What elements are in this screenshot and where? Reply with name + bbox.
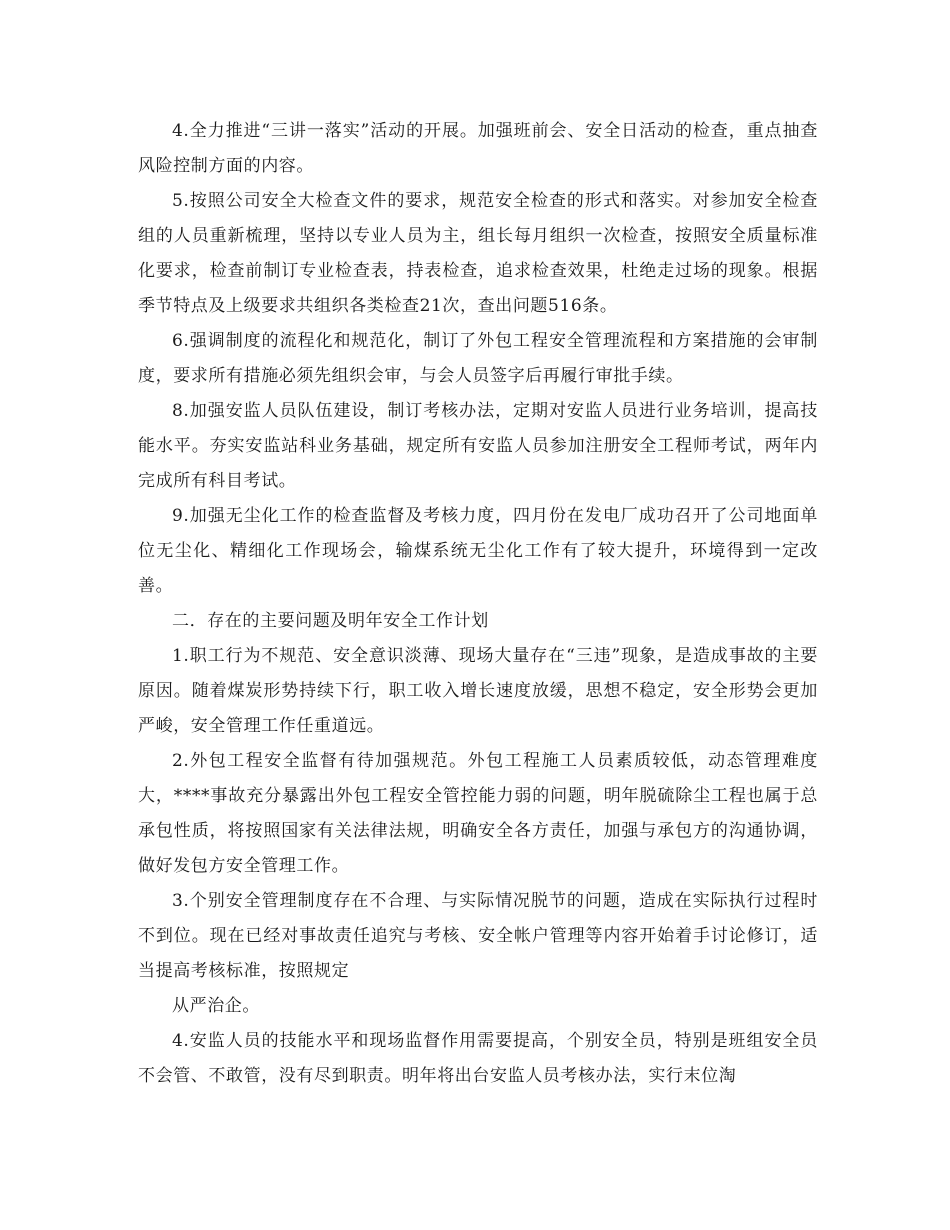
paragraph-item-8: 8.加强安监人员队伍建设，制订考核办法，定期对安监人员进行业务培训，提高技能水平。夯实安监站科业务基础，规定所有安监人员参加注册安全工程师考试，两年内完成所有科目考试。 xyxy=(138,401,818,491)
section-heading: 二．存在的主要问题及明年安全工作计划 xyxy=(172,611,489,631)
document-body xyxy=(138,114,818,1094)
problem-item-2: 2.外包工程安全监督有待加强规范。外包工程施工人员素质较低，动态管理难度大，****事故充分暴露出外包工程安全管控能力弱的问题，明年脱硫除尘工程也属于总承包性质，将按照国家有关法律法规，明确安全各方责任，加强与承包方的沟通协调，做好发包方安全管理工作。 xyxy=(138,751,818,876)
problem-item-3: 3.个别安全管理制度存在不合理、与实际情况脱节的问题，造成在实际执行过程时不到位。现在已经对事故责任追究与考核、安全帐户管理等内容开始着手讨论修订，适当提高考核标准，按照规定 xyxy=(138,891,818,981)
problem-item-3-continuation: 从严治企。 xyxy=(172,996,260,1016)
paragraph-item-6: 6.强调制度的流程化和规范化，制订了外包工程安全管理流程和方案措施的会审制度，要求所有措施必须先组织会审，与会人员签字后再履行审批手续。 xyxy=(138,331,818,386)
paragraph-item-4: 4.全力推进“三讲一落实”活动的开展。加强班前会、安全日活动的检查，重点抽查风险控制方面的内容。 xyxy=(138,121,818,176)
problem-item-4: 4.安监人员的技能水平和现场监督作用需要提高，个别安全员，特别是班组安全员不会管、不敢管，没有尽到职责。明年将出台安监人员考核办法，实行末位淘 xyxy=(138,1031,818,1086)
problem-item-1: 1.职工行为不规范、安全意识淡薄、现场大量存在“三违”现象，是造成事故的主要原因。随着煤炭形势持续下行，职工收入增长速度放缓，思想不稳定，安全形势会更加严峻，安全管理工作任重道远。 xyxy=(138,646,818,736)
paragraph-item-9: 9.加强无尘化工作的检查监督及考核力度，四月份在发电厂成功召开了公司地面单位无尘化、精细化工作现场会，输煤系统无尘化工作有了较大提升，环境得到一定改善。 xyxy=(138,506,818,596)
paragraph-item-5: 5.按照公司安全大检查文件的要求，规范安全检查的形式和落实。对参加安全检查组的人员重新梳理，坚持以专业人员为主，组长每月组织一次检查，按照安全质量标准化要求，检查前制订专业检查表，持表检查，追求检查效果，杜绝走过场的现象。根据季节特点及上级要求共组织各类检查21次，查出问题516条。 xyxy=(138,191,818,316)
